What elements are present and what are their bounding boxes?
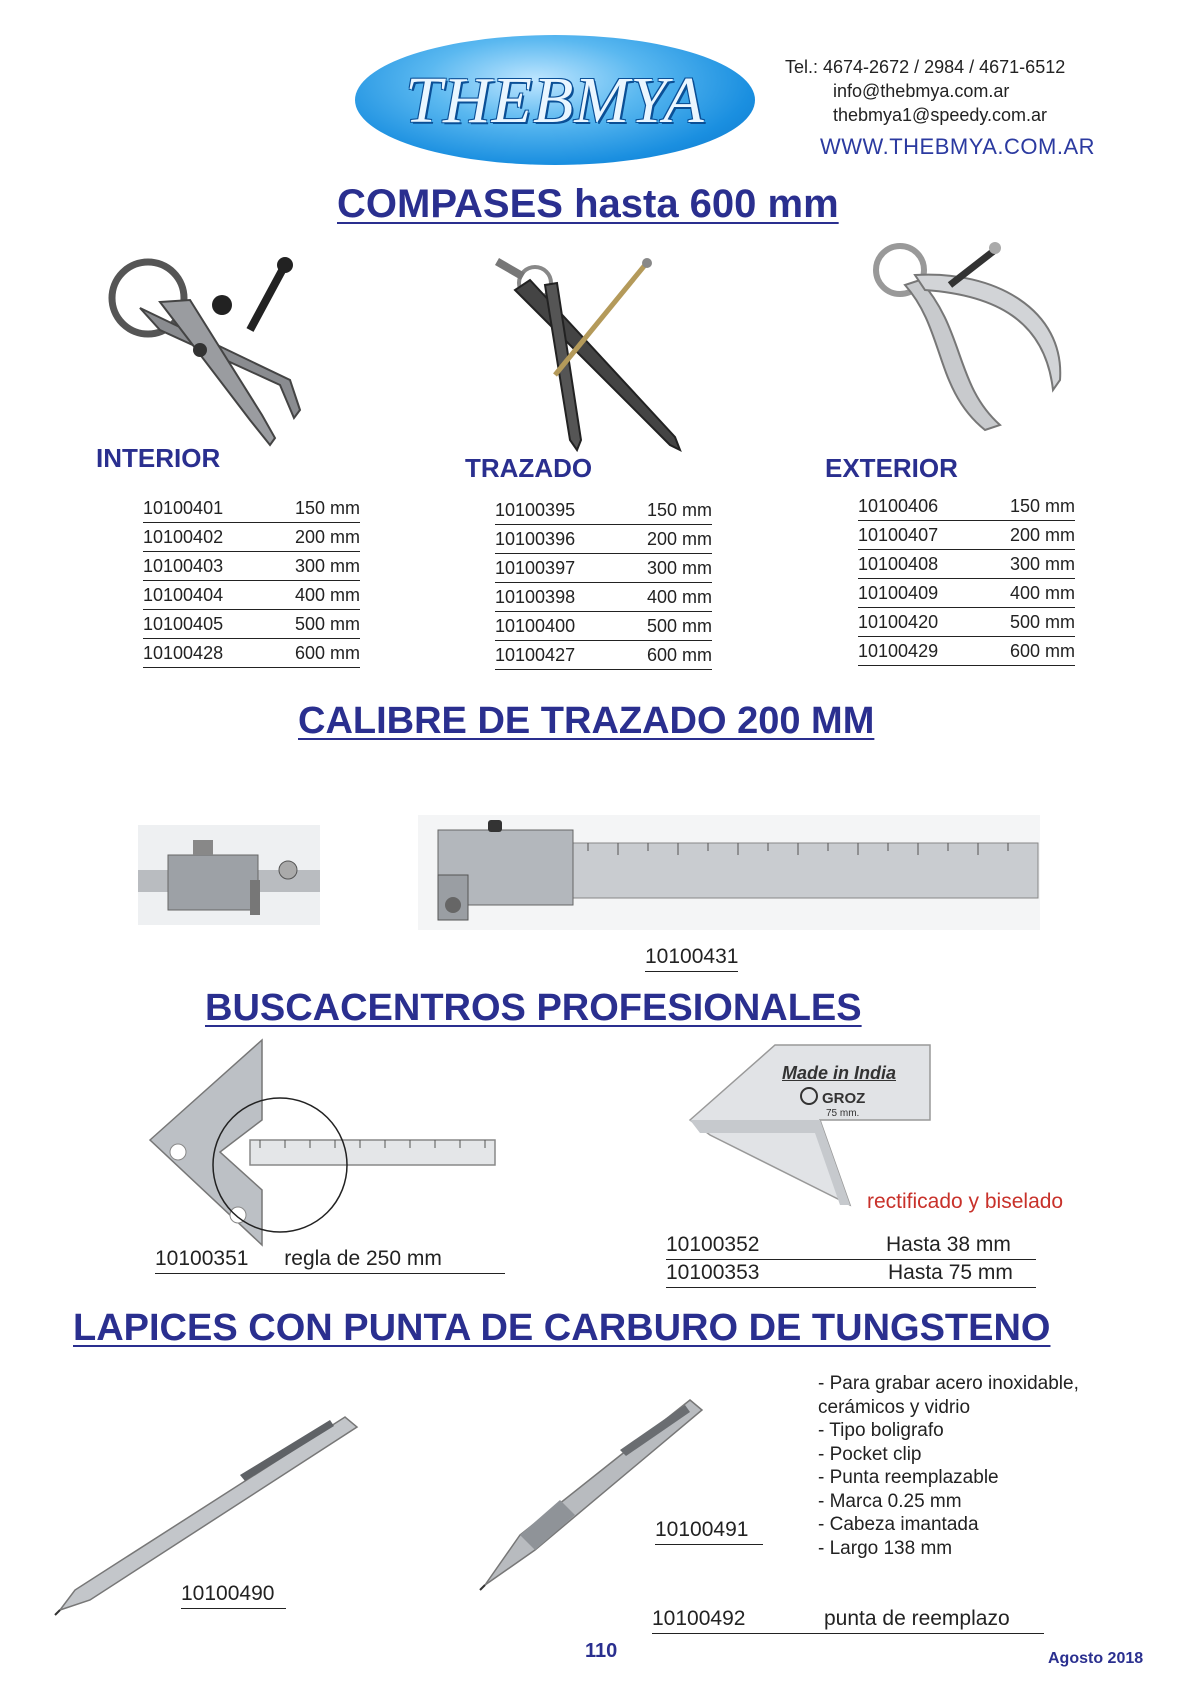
table-row <box>495 612 712 641</box>
table-row <box>858 608 1075 637</box>
logo-text: THEBMYA <box>405 64 705 137</box>
product-code: 10100400 <box>495 612 640 641</box>
table-row <box>858 637 1075 666</box>
table-row <box>858 492 1075 521</box>
product-code: 10100352 <box>666 1233 760 1256</box>
interior-compass-image <box>100 250 340 450</box>
calibre-title: CALIBRE DE TRAZADO 200 MM <box>298 700 875 742</box>
product-size: 150 mm <box>1003 492 1075 521</box>
product-code: 10100408 <box>858 550 1003 579</box>
product-code: 10100420 <box>858 608 1003 637</box>
size-mark: 75 mm. <box>826 1108 860 1119</box>
website-link[interactable]: WWW.THEBMYA.COM.AR <box>820 134 1096 159</box>
table-row <box>858 579 1075 608</box>
list-item: - Para grabar acero inoxidable, <box>818 1373 1079 1394</box>
made-in-label: Made in India <box>782 1063 897 1083</box>
carbide-pencil-image <box>480 1390 710 1590</box>
pen-code-2: 10100491 <box>655 1518 763 1545</box>
buscacentros-left-row <box>155 1247 505 1274</box>
product-code: 10100351 <box>155 1247 249 1270</box>
table-row <box>143 639 360 668</box>
product-size: 500 mm <box>640 612 712 641</box>
table-row <box>143 494 360 523</box>
trazado-table <box>495 496 712 670</box>
table-row <box>143 610 360 639</box>
brand-name: GROZ <box>822 1090 866 1107</box>
product-size: 400 mm <box>1003 579 1075 608</box>
product-code: 10100401 <box>143 494 288 523</box>
pen-features-list <box>818 1372 1079 1560</box>
table-row <box>143 523 360 552</box>
product-code: 10100402 <box>143 523 288 552</box>
list-item: - Pocket clip <box>818 1443 922 1465</box>
product-desc: Hasta 38 mm <box>886 1233 1011 1256</box>
buscacentros-row <box>666 1233 1036 1260</box>
product-code: 10100397 <box>495 554 640 583</box>
table-row <box>495 525 712 554</box>
email-speedy[interactable]: thebmya1@speedy.com.ar <box>833 105 1048 125</box>
table-row <box>495 554 712 583</box>
calibre-detail-image <box>138 825 320 925</box>
product-code: 10100353 <box>666 1261 760 1284</box>
table-row <box>495 496 712 525</box>
table-row <box>495 583 712 612</box>
exterior-table <box>858 492 1075 666</box>
product-desc: Hasta 75 mm <box>888 1261 1013 1284</box>
brand-logo-icon <box>800 1087 818 1105</box>
calibre-image <box>418 815 1040 930</box>
product-code: 10100407 <box>858 521 1003 550</box>
product-desc: regla de 250 mm <box>284 1247 442 1270</box>
product-code: 10100405 <box>143 610 288 639</box>
company-logo <box>355 35 755 165</box>
product-code: 10100406 <box>858 492 1003 521</box>
product-code: 10100398 <box>495 583 640 612</box>
trazado-compass-image <box>475 245 715 455</box>
product-size: 600 mm <box>1003 637 1075 666</box>
email-info[interactable]: info@thebmya.com.ar <box>833 81 1010 101</box>
table-row <box>143 581 360 610</box>
replacement-tip-row <box>652 1607 1044 1634</box>
product-size: 200 mm <box>288 523 360 552</box>
product-size: 500 mm <box>1003 608 1075 637</box>
calibre-code: 10100431 <box>645 945 738 972</box>
product-desc: punta de reemplazo <box>824 1607 1010 1630</box>
publication-date: Agosto 2018 <box>1048 1650 1144 1667</box>
trazado-label: TRAZADO <box>465 453 593 483</box>
product-size: 200 mm <box>640 525 712 554</box>
product-size: 600 mm <box>288 639 360 668</box>
product-code: 10100427 <box>495 641 640 670</box>
list-item: - Cabeza imantada <box>818 1514 979 1535</box>
product-code: 10100404 <box>143 581 288 610</box>
product-code: 10100428 <box>143 639 288 668</box>
product-code: 10100403 <box>143 552 288 581</box>
product-code: 10100429 <box>858 637 1003 666</box>
list-item: - Marca 0.25 mm <box>818 1490 962 1512</box>
product-size: 400 mm <box>288 581 360 610</box>
table-row <box>143 552 360 581</box>
product-size: 300 mm <box>1003 550 1075 579</box>
interior-label: INTERIOR <box>96 443 221 473</box>
list-item: cerámicos y vidrio <box>818 1396 971 1418</box>
lapices-title: LAPICES CON PUNTA DE CARBURO DE TUNGSTENO <box>73 1307 1051 1349</box>
buscacentros-row <box>666 1261 1036 1288</box>
list-item: - Tipo boligrafo <box>818 1420 944 1441</box>
table-row <box>858 521 1075 550</box>
product-size: 500 mm <box>288 610 360 639</box>
center-finder-ruler-image <box>150 1040 500 1245</box>
table-row <box>858 550 1075 579</box>
pen-code-1: 10100490 <box>181 1582 286 1609</box>
page-number: 110 <box>585 1640 618 1662</box>
list-item: - Largo 138 mm <box>818 1537 953 1559</box>
product-code: 10100409 <box>858 579 1003 608</box>
product-size: 300 mm <box>640 554 712 583</box>
list-item: - Punta reemplazable <box>818 1467 999 1488</box>
product-code: 10100396 <box>495 525 640 554</box>
product-size: 300 mm <box>288 552 360 581</box>
product-size: 400 mm <box>640 583 712 612</box>
buscacentros-title: BUSCACENTROS PROFESIONALES <box>205 987 862 1029</box>
phone-numbers: Tel.: 4674-2672 / 2984 / 4671-6512 <box>785 57 1066 77</box>
brand-label <box>800 1087 865 1107</box>
compases-title: COMPASES hasta 600 mm <box>337 182 839 226</box>
exterior-label: EXTERIOR <box>825 453 958 483</box>
product-size: 600 mm <box>640 641 712 670</box>
product-size: 200 mm <box>1003 521 1075 550</box>
product-code: 10100395 <box>495 496 640 525</box>
product-size: 150 mm <box>640 496 712 525</box>
product-size: 150 mm <box>288 494 360 523</box>
exterior-compass-image <box>855 240 1105 440</box>
finish-note: rectificado y biselado <box>867 1190 1064 1213</box>
table-row <box>495 641 712 670</box>
interior-table <box>143 494 360 668</box>
product-code: 10100492 <box>652 1607 746 1630</box>
